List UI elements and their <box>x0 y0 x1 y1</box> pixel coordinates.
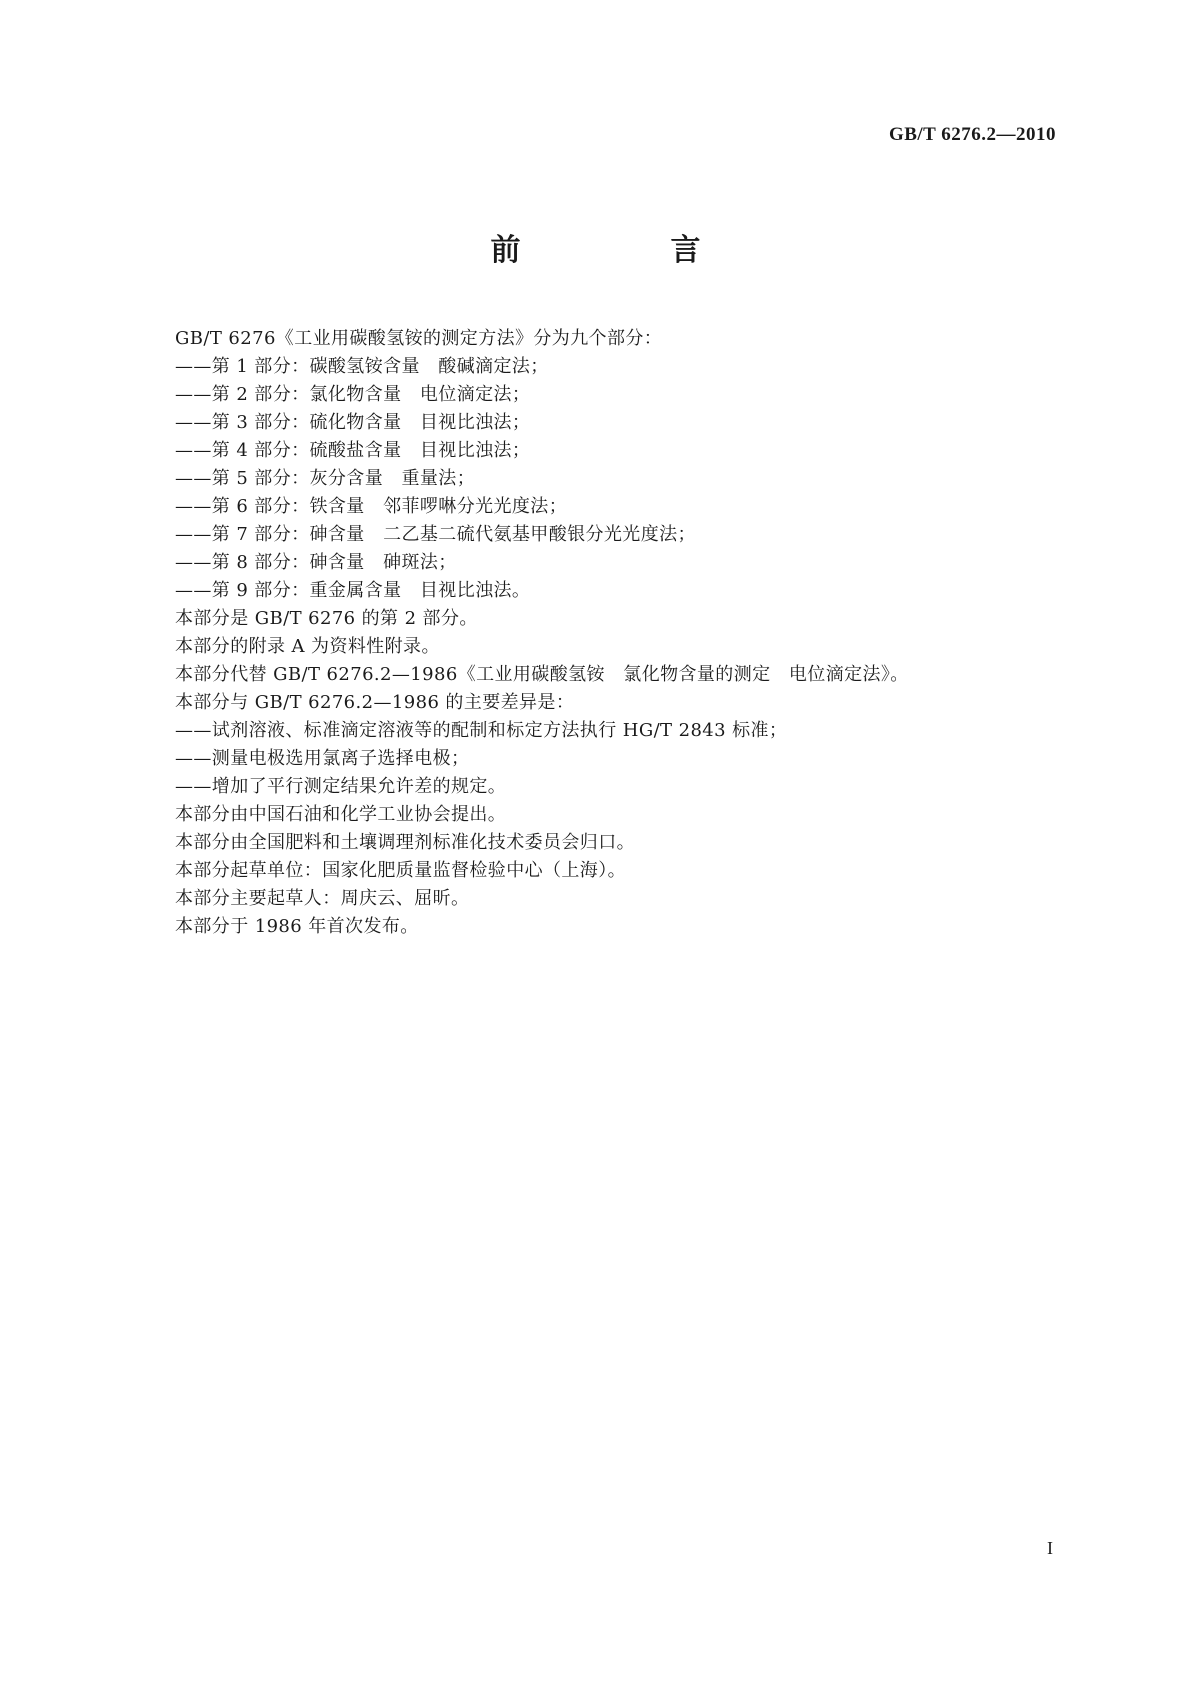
foreword-line: ——第 5 部分：灰分含量 重量法； <box>175 468 476 489</box>
foreword-line: 本部分于 1986 年首次发布。 <box>175 916 419 937</box>
foreword-body <box>175 325 1035 941</box>
foreword-line: ——第 6 部分：铁含量 邻菲啰啉分光光度法； <box>175 496 568 517</box>
foreword-line: 本部分由全国肥料和土壤调理剂标准化技术委员会归口。 <box>175 832 635 853</box>
foreword-line: GB/T 6276《工业用碳酸氢铵的测定方法》分为九个部分： <box>175 328 663 349</box>
foreword-line: 本部分主要起草人：周庆云、屈昕。 <box>175 888 470 909</box>
foreword-line: ——第 1 部分：碳酸氢铵含量 酸碱滴定法； <box>175 356 549 377</box>
foreword-line: 本部分起草单位：国家化肥质量监督检验中心（上海）。 <box>175 860 626 881</box>
foreword-line: 本部分代替 GB/T 6276.2—1986《工业用碳酸氢铵 氯化物含量的测定 电位滴定法》。 <box>175 664 909 685</box>
standard-number: GB/T 6276.2—2010 <box>888 124 1056 145</box>
foreword-line: ——第 2 部分：氯化物含量 电位滴定法； <box>175 384 531 405</box>
foreword-line: ——试剂溶液、标准滴定溶液等的配制和标定方法执行 HG/T 2843 标准； <box>175 720 788 741</box>
page-number: I <box>1047 1538 1053 1558</box>
foreword-line: ——第 4 部分：硫酸盐含量 目视比浊法； <box>175 440 531 461</box>
foreword-line: ——第 9 部分：重金属含量 目视比浊法。 <box>175 580 531 601</box>
foreword-line: ——增加了平行测定结果允许差的规定。 <box>175 776 507 797</box>
foreword-line: ——第 7 部分：砷含量 二乙基二硫代氨基甲酸银分光光度法； <box>175 524 696 545</box>
foreword-line: ——第 3 部分：硫化物含量 目视比浊法； <box>175 412 531 433</box>
foreword-line: 本部分是 GB/T 6276 的第 2 部分。 <box>175 608 478 629</box>
foreword-line: ——测量电极选用氯离子选择电极； <box>175 748 470 769</box>
foreword-line: ——第 8 部分：砷含量 砷斑法； <box>175 552 457 573</box>
foreword-line: 本部分的附录 A 为资料性附录。 <box>175 636 440 657</box>
foreword-line: 本部分与 GB/T 6276.2—1986 的主要差异是： <box>175 692 575 713</box>
page-title: 前 言 <box>490 233 761 268</box>
foreword-line: 本部分由中国石油和化学工业协会提出。 <box>175 804 507 825</box>
